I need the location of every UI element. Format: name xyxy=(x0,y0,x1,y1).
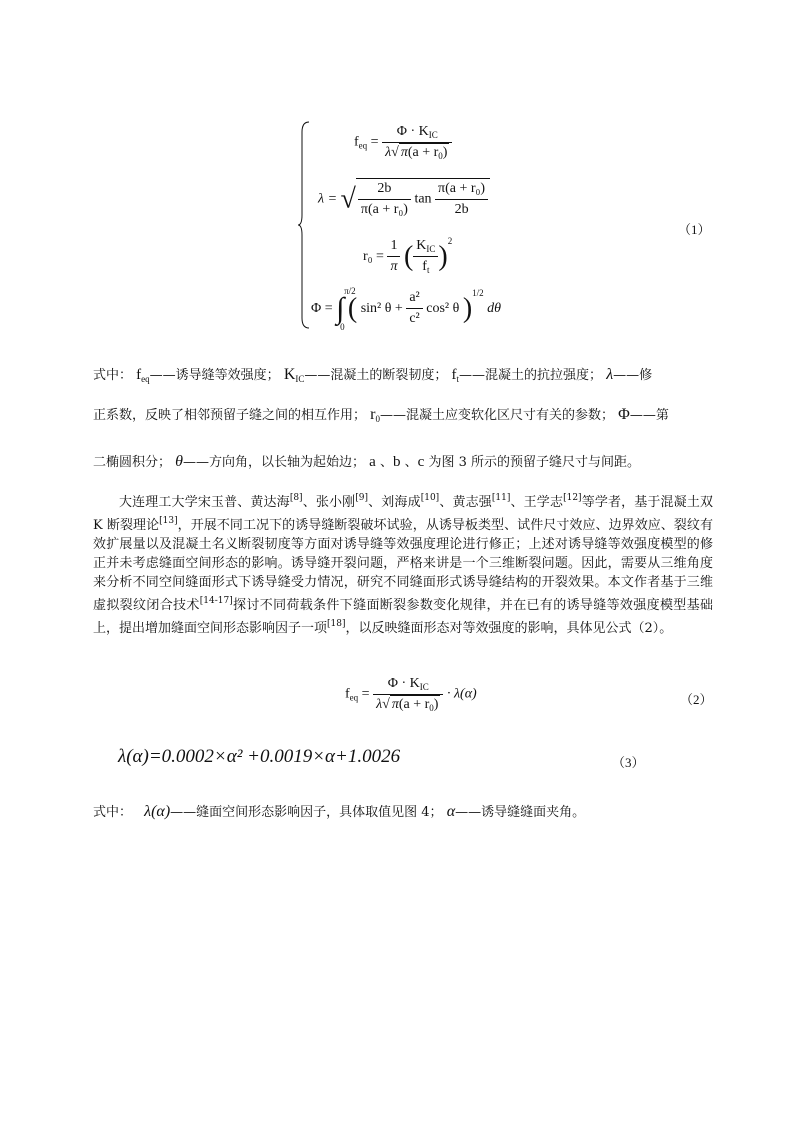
where2-line: 式中： λ(α)——缝面空间形态影响因子，具体取值见图 4； α——诱导缝缝面夹角。 xyxy=(93,803,586,820)
eq1-line3: r₀ = $\frac{1}{\pi}$ ( $\frac{K_{IC}}{f_t}$ )$^2$ xyxy=(363,236,453,276)
equation-3: λ(α)=0.0002×α² +0.0019×α+1.0026 xyxy=(118,746,401,767)
equation-number-2: （2） xyxy=(680,692,713,707)
eq1-line1-fraction: $\frac{\Phi \cdot K_{IC}}{\lambda√ \pi(a + r_0)}$ xyxy=(382,124,452,161)
eq1-line4: Φ = ∫ π/2 0 ( sin² θ + $\frac{\text{a²}}{\text{c²}}$ cos² θ )$^{1/2}$ dθ xyxy=(311,285,502,332)
eq1-line2: λ = √ $\frac{2b}{\text{π(a + r₀)}}$ tan $\frac{\text{π(a + r₀)}}{2b}$ xyxy=(318,178,490,218)
where1-line2: 正系数，反映了相邻预留子缝之间的相互作用； $r_0——$混凝土应变软化区尺寸有关的参数； Φ——第 xyxy=(93,406,669,424)
body-paragraph: 大连理工大学宋玉普、黄达海[8]、张小刚[9]、刘海成[10]、黄志强[11]、王学志[12]等学者，基于混凝土双 K 断裂理论[13]，开展不同工况下的诱导缝断裂破坏试验，从诱导板类型、试件尺寸效应、边界效应、裂纹有效扩展量以及混凝土名义断裂韧度等方面对诱导缝等效强度理论进行修正；上述对诱导缝等效强度模型的修正并未考虑缝面空间形态的影响。诱导缝开裂问题，严格来讲是一个三维断裂问题。因此，需要从三维角度来分析不同空间缝面形式下诱导缝受力情况，研究不同缝面形式诱导缝结构的开裂效果。本文作者基于三维虚拟裂纹闭合技术[14-17]探讨不同荷载条件下缝面断裂参数变化规律，并在已有的诱导缝等效强度模型基础上，提出增加缝面空间形态影响因子一项[18]，以反映缝面形态对等效强度的影响，具体见公式（2）。 xyxy=(93,493,713,636)
equation-number-3: （3） xyxy=(612,755,645,770)
eq1-line1: $f_{eq}$ = $\frac{\Phi \cdot K_{IC}}{\lambda√ \pi(a + r_0)}$ xyxy=(354,124,452,161)
where1-line1: 式中： $f_{eq}——$诱导缝等效强度； $K_{IC}——$混凝土的断裂韧度； $f_t——$混凝土的抗拉强度； λ——修 xyxy=(93,366,653,384)
equation-number-1: （1） xyxy=(678,222,711,237)
left-brace xyxy=(298,120,310,330)
where1-line3: 二椭圆积分； θ——方向角，以长轴为起始边； a 、b 、c 为图 3 所示的预留子缝尺寸与间距。 xyxy=(93,453,640,470)
equation-2: $f_{eq}$ = $\frac{\Phi \cdot K_{IC}}{\lambda√ \pi(a + r_0)}$ · λ(α) xyxy=(345,676,477,713)
